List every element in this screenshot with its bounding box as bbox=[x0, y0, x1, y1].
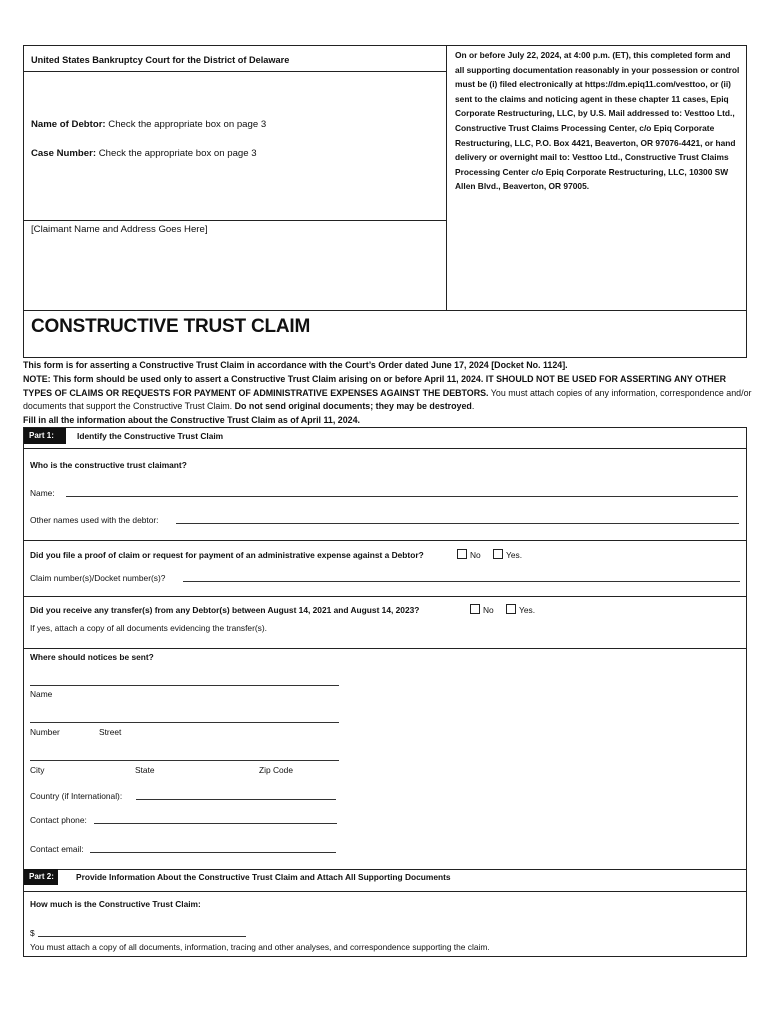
intro-note-plain: You must attach copies of any information, correspondence and/or documents that support the Constructive Trust Claim. bbox=[23, 387, 752, 412]
street-caption: Street bbox=[99, 727, 122, 737]
case-label: Case Number: bbox=[31, 148, 97, 159]
option-yes[interactable] bbox=[506, 605, 535, 615]
notices-question: Where should notices be sent? bbox=[30, 652, 154, 662]
transfer-options bbox=[470, 604, 545, 615]
option-no[interactable] bbox=[457, 550, 481, 560]
notice-city-field[interactable] bbox=[30, 760, 339, 761]
phone-field[interactable] bbox=[94, 823, 337, 824]
intro-note: NOTE: This form should be used only to assert a Constructive Trust Claim arising on or before April 11, 2024. IT SHOULD NOT BE USED FOR ASSERTING ANY OTHER TYPES OF CLAIMS OR REQUESTS FOR PAYMENT OF ADMINISTRATIVE EXPENSES AGAINST THE DEBTORS. bbox=[23, 373, 727, 398]
checkbox[interactable] bbox=[470, 604, 480, 614]
email-label: Contact email: bbox=[30, 844, 84, 854]
claimant-question: Who is the constructive trust claimant? bbox=[30, 460, 187, 470]
transfer-question: Did you receive any transfer(s) from any Debtor(s) between August 14, 2021 and August 14, 2023? bbox=[30, 605, 420, 615]
name-caption: Name bbox=[30, 689, 53, 699]
header-left-box bbox=[23, 45, 447, 311]
country-field[interactable] bbox=[136, 799, 336, 800]
transfer-note: If yes, attach a copy of all documents evidencing the transfer(s). bbox=[30, 623, 267, 633]
option-label: No bbox=[470, 550, 481, 560]
number-caption: Number bbox=[30, 727, 60, 737]
option-label: No bbox=[483, 605, 494, 615]
intro-line3: Fill in all the information about the Constructive Trust Claim as of April 11, 2024. bbox=[23, 415, 360, 426]
proof-of-claim-question: Did you file a proof of claim or request for payment of an administrative expense against a Debtor? bbox=[30, 550, 424, 560]
dollar-sign: $ bbox=[30, 928, 35, 938]
debtor-value: Check the appropriate box on page 3 bbox=[108, 119, 267, 130]
intro-line1: This form is for asserting a Constructive Trust Claim in accordance with the Court’s Order dated June 17, 2024 [Docket No. 1124]. bbox=[23, 360, 568, 370]
country-label: Country (if International): bbox=[30, 791, 123, 801]
intro-note-warning: Do not send original documents; they may be destroyed bbox=[234, 401, 472, 412]
divider bbox=[24, 71, 446, 72]
other-names-label: Other names used with the debtor: bbox=[30, 515, 159, 525]
part1-section bbox=[23, 427, 747, 957]
court-name: United States Bankruptcy Court for the District of Delaware bbox=[31, 55, 290, 65]
divider bbox=[24, 540, 746, 541]
part2-tag: Part 2: bbox=[24, 869, 58, 885]
zip-caption: Zip Code bbox=[259, 765, 293, 775]
checkbox[interactable] bbox=[457, 549, 467, 559]
email-field[interactable] bbox=[90, 852, 336, 853]
checkbox[interactable] bbox=[506, 604, 516, 614]
intro-text bbox=[23, 359, 753, 428]
notice-street-field[interactable] bbox=[30, 722, 339, 723]
part2-header bbox=[24, 869, 746, 891]
case-value: Check the appropriate box on page 3 bbox=[98, 148, 257, 159]
divider bbox=[24, 220, 446, 221]
state-caption: State bbox=[135, 765, 155, 775]
intro-period: . bbox=[471, 401, 475, 412]
checkbox[interactable] bbox=[493, 549, 503, 559]
header-right-box bbox=[447, 45, 747, 311]
name-field[interactable] bbox=[66, 496, 738, 497]
page-title: CONSTRUCTIVE TRUST CLAIM bbox=[31, 316, 311, 337]
option-label: Yes. bbox=[506, 550, 523, 560]
other-names-field[interactable] bbox=[176, 523, 739, 524]
part1-tag: Part 1: bbox=[24, 428, 66, 444]
part2-title: Provide Information About the Constructive Trust Claim and Attach All Supporting Documents bbox=[76, 872, 451, 882]
claimant-placeholder: [Claimant Name and Address Goes Here] bbox=[31, 224, 208, 235]
divider bbox=[24, 596, 746, 597]
debtor-line bbox=[31, 119, 266, 130]
option-yes[interactable] bbox=[493, 550, 522, 560]
city-caption: City bbox=[30, 765, 45, 775]
phone-label: Contact phone: bbox=[30, 815, 87, 825]
divider bbox=[24, 648, 746, 649]
divider bbox=[24, 891, 746, 892]
filing-deadline-text: On or before July 22, 2024, at 4:00 p.m. (ET), this completed form and all supporting documentation reasonably in your possession or control must be (i) filed electronically at https://dm.epiq11.com/vesttoo, or (ii) sent to the claims and noticing agent in these chapter 11 cases, Epiq Corporate Restructuring, LLC, by U.S. Mail addressed to: Vesttoo Ltd., Constructive Trust Claims Processing Center, c/o Epiq Corporate Restructuring, LLC, P.O. Box 4421, Beaverton, OR 97076-4421, or hand delivery or overnight mail to: Vesttoo Ltd., Constructive Trust Claims Processing Center c/o Epiq Corporate Restructuring, LLC, 10300 SW Allen Blvd., Beaverton, OR 97005. bbox=[455, 50, 740, 192]
amount-field[interactable] bbox=[38, 936, 246, 937]
claim-number-field[interactable] bbox=[183, 581, 740, 582]
proof-of-claim-options bbox=[457, 549, 532, 560]
attach-note: You must attach a copy of all documents, information, tracing and other analyses, and correspondence supporting the claim. bbox=[30, 942, 490, 952]
name-label: Name: bbox=[30, 488, 55, 498]
debtor-label: Name of Debtor: bbox=[31, 119, 106, 130]
part1-header bbox=[24, 428, 746, 449]
part1-title: Identify the Constructive Trust Claim bbox=[77, 431, 224, 441]
option-no[interactable] bbox=[470, 605, 494, 615]
notice-name-field[interactable] bbox=[30, 685, 339, 686]
option-label: Yes. bbox=[519, 605, 536, 615]
title-box bbox=[23, 311, 747, 358]
case-line bbox=[31, 148, 257, 159]
amount-question: How much is the Constructive Trust Claim: bbox=[30, 899, 201, 909]
claim-number-label: Claim number(s)/Docket number(s)? bbox=[30, 573, 166, 583]
